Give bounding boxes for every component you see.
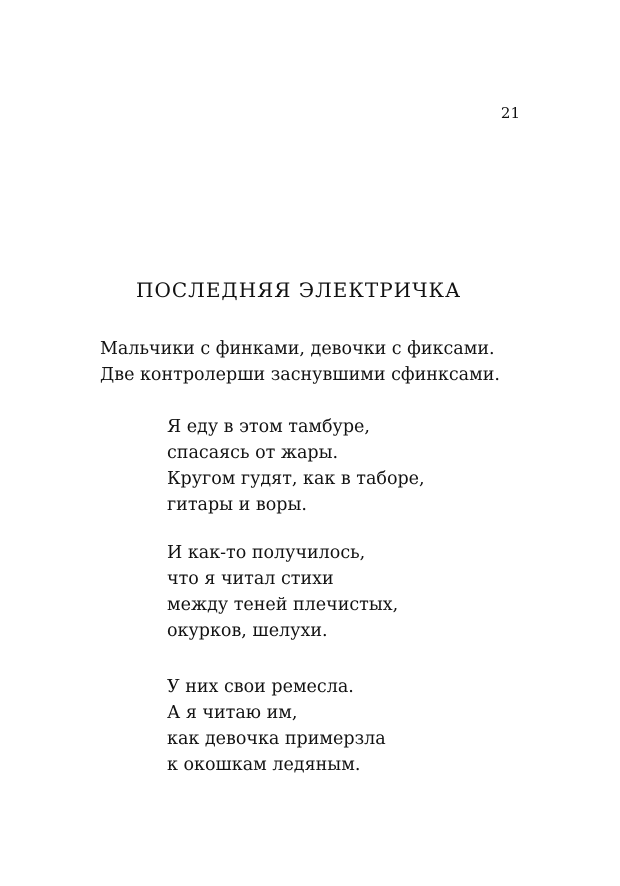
verse-line: У них свои ремесла.	[167, 677, 354, 697]
epigraph	[100, 336, 500, 388]
verse-line: А я читаю им,	[167, 703, 298, 723]
verse-line: гитары и воры.	[167, 495, 307, 515]
stanza-2	[167, 540, 398, 644]
verse-line: спасаясь от жары.	[167, 443, 339, 463]
verse-line: что я читал стихи	[167, 569, 334, 589]
verse-line: окурков, шелухи.	[167, 621, 328, 641]
verse-line: между теней плечистых,	[167, 595, 399, 615]
page-number: 21	[500, 104, 520, 122]
verse-line: как девочка примерзла	[167, 729, 386, 749]
epigraph-line: Мальчики с финками, девочки с фиксами.	[100, 339, 495, 359]
stanza-1	[167, 414, 425, 518]
verse-line: Кругом гудят, как в таборе,	[167, 469, 425, 489]
verse-line: Я еду в этом тамбуре,	[167, 417, 370, 437]
stanza-3	[167, 674, 386, 778]
verse-line: к окошкам ледяным.	[167, 755, 361, 775]
verse-line: И как-то получилось,	[167, 543, 366, 563]
poem-title: ПОСЛЕДНЯЯ ЭЛЕКТРИЧКА	[136, 278, 462, 302]
epigraph-line: Две контролерши заснувшими сфинксами.	[100, 365, 500, 385]
